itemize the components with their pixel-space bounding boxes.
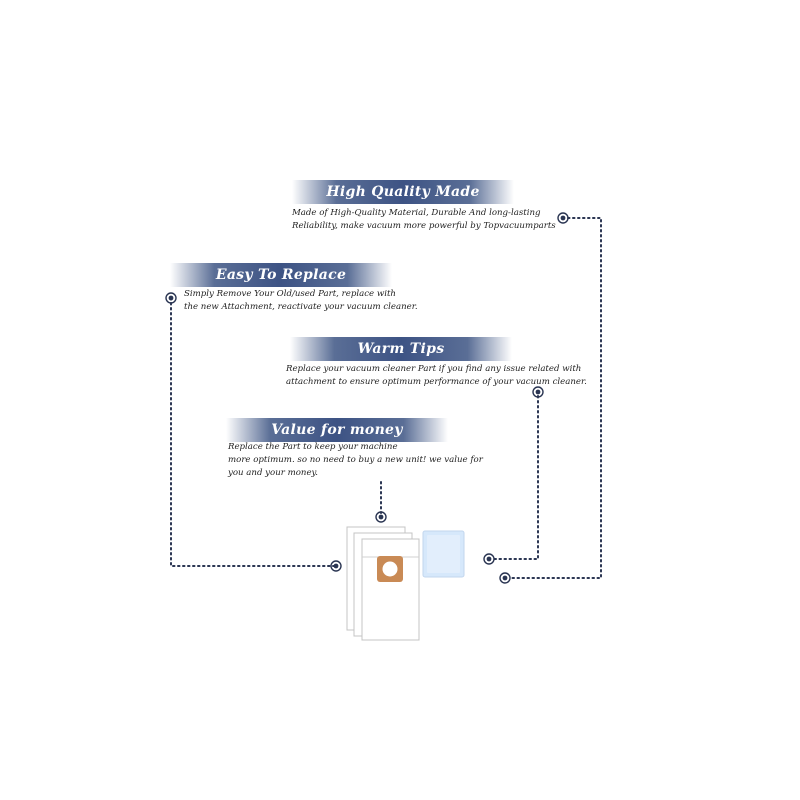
description-line: Simply Remove Your Old/used Part, replace with (184, 289, 396, 299)
connector-high-quality-made (509, 218, 601, 578)
banner-title: Value for money (271, 422, 403, 438)
banner-title: Warm Tips (357, 341, 445, 357)
marker-easy-to-replace (166, 293, 176, 303)
description-line: Replace your vacuum cleaner Part if you find any issue related with (286, 364, 582, 374)
connector-warm-tips (494, 396, 538, 559)
bag-collar-icon (377, 556, 403, 582)
description-line: Reliability, make vacuum more powerful by Topvacuumparts (292, 221, 556, 231)
filter-pad-illustration (423, 531, 464, 577)
description-line: more optimum. so no need to buy a new unit! we value for (228, 455, 483, 465)
description-line: attachment to ensure optimum performance of your vacuum cleaner. (286, 377, 587, 387)
vacuum-bags-illustration (347, 527, 419, 640)
description-line: the new Attachment, reactivate your vacuum cleaner. (184, 302, 418, 312)
banner-title: Easy To Replace (215, 267, 347, 283)
description-line: Replace the Part to keep your machine (228, 442, 398, 452)
description-line: you and your money. (228, 468, 318, 478)
banner-title: High Quality Made (326, 184, 480, 200)
marker-product-right-upper (484, 554, 494, 564)
marker-product-right-lower (500, 573, 510, 583)
marker-high-quality-made (558, 213, 568, 223)
description-line: Made of High-Quality Material, Durable And long-lasting (292, 208, 541, 218)
connector-easy-to-replace (171, 298, 336, 566)
